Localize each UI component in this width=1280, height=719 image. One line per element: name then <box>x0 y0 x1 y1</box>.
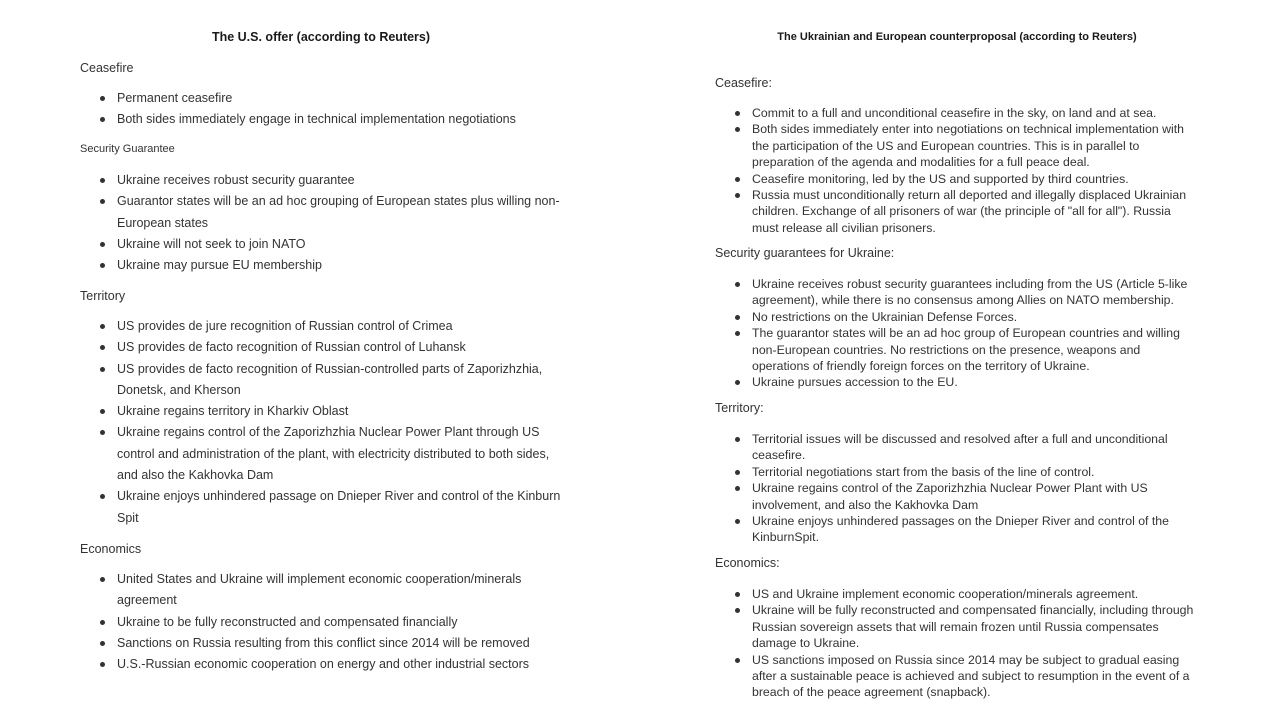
list-item: Guarantor states will be an ad hoc grouping of European states plus willing non-European states <box>80 191 562 234</box>
list-item: Ukraine receives robust security guarantee <box>80 170 562 191</box>
list-item: Ukraine enjoys unhindered passages on the Dnieper River and control of the KinburnSpit. <box>715 513 1199 546</box>
us-territory-list <box>80 316 562 529</box>
list-item: Permanent ceasefire <box>80 88 562 109</box>
list-item: United States and Ukraine will implement economic cooperation/minerals agreement <box>80 569 562 612</box>
us-ceasefire-list <box>80 88 562 131</box>
us-security-list <box>80 170 562 276</box>
list-item: Ukraine enjoys unhindered passage on Dnieper River and control of the Kinburn Spit <box>80 486 562 529</box>
list-item: Ceasefire monitoring, led by the US and supported by third countries. <box>715 171 1199 187</box>
us-ceasefire-heading: Ceasefire <box>80 61 134 75</box>
counterproposal-title: The Ukrainian and European counterproposal (according to Reuters) <box>777 31 1137 43</box>
list-item: Ukraine regains territory in Kharkiv Oblast <box>80 401 562 422</box>
list-item: US and Ukraine implement economic cooperation/minerals agreement. <box>715 586 1199 602</box>
list-item: Ukraine may pursue EU membership <box>80 255 562 276</box>
us-economics-list <box>80 569 562 675</box>
list-item: Ukraine regains control of the Zaporizhzhia Nuclear Power Plant through US control and administration of the plant, with electricity distributed to both sides, and also the Kakhovka Dam <box>80 422 562 486</box>
us-territory-heading: Territory <box>80 289 126 303</box>
list-item: Russia must unconditionally return all deported and illegally displaced Ukrainian children. Exchange of all prisoners of war (the principle of "all for all"). Russia must release all civilian prisoners. <box>715 187 1199 236</box>
list-item: US provides de jure recognition of Russian control of Crimea <box>80 316 562 337</box>
list-item: The guarantor states will be an ad hoc group of European countries and willing non-European countries. No restrictions on the presence, weapons and operations of friendly foreign forces on the territory of Ukraine. <box>715 325 1199 374</box>
list-item: Sanctions on Russia resulting from this conflict since 2014 will be removed <box>80 633 562 654</box>
list-item: Territorial issues will be discussed and resolved after a full and unconditional ceasefire. <box>715 431 1199 464</box>
list-item: US provides de facto recognition of Russian control of Luhansk <box>80 337 562 358</box>
us-economics-heading: Economics <box>80 542 142 556</box>
eu-security-heading: Security guarantees for Ukraine: <box>715 246 895 260</box>
list-item: No restrictions on the Ukrainian Defense Forces. <box>715 309 1199 325</box>
us-offer-title: The U.S. offer (according to Reuters) <box>211 30 431 44</box>
list-item: Territorial negotiations start from the basis of the line of control. <box>715 464 1199 480</box>
list-item: Ukraine will not seek to join NATO <box>80 234 562 255</box>
list-item: Ukraine will be fully reconstructed and compensated financially, including through Russian sovereign assets that will remain frozen until Russia compensates damage to Ukraine. <box>715 602 1199 651</box>
list-item: Ukraine receives robust security guarantees including from the US (Article 5-like agreement), while there is no consensus among Allies on NATO membership. <box>715 276 1199 309</box>
us-security-heading: Security Guarantee <box>80 143 175 155</box>
list-item: Ukraine to be fully reconstructed and compensated financially <box>80 612 562 633</box>
list-item: Ukraine regains control of the Zaporizhzhia Nuclear Power Plant with US involvement, and also the Kakhovka Dam <box>715 480 1199 513</box>
list-item: Both sides immediately enter into negotiations on technical implementation with the participation of the US and European countries. This is in parallel to preparation of the agenda and modalities for a full peace deal. <box>715 121 1199 170</box>
eu-security-list <box>715 276 1199 391</box>
list-item: US provides de facto recognition of Russian-controlled parts of Zaporizhzhia, Donetsk, and Kherson <box>80 359 562 402</box>
eu-economics-heading: Economics: <box>715 556 780 570</box>
list-item: U.S.-Russian economic cooperation on energy and other industrial sectors <box>80 654 562 675</box>
eu-economics-list <box>715 586 1199 701</box>
eu-territory-heading: Territory: <box>715 401 764 415</box>
list-item: Both sides immediately engage in technical implementation negotiations <box>80 109 562 130</box>
eu-ceasefire-heading: Ceasefire: <box>715 76 772 90</box>
list-item: Ukraine pursues accession to the EU. <box>715 374 1199 390</box>
list-item: Commit to a full and unconditional ceasefire in the sky, on land and at sea. <box>715 105 1199 121</box>
eu-ceasefire-list <box>715 105 1199 236</box>
eu-territory-list <box>715 431 1199 546</box>
list-item: US sanctions imposed on Russia since 2014 may be subject to gradual easing after a sustainable peace is achieved and subject to resumption in the event of a breach of the peace agreement (snapback). <box>715 652 1199 701</box>
